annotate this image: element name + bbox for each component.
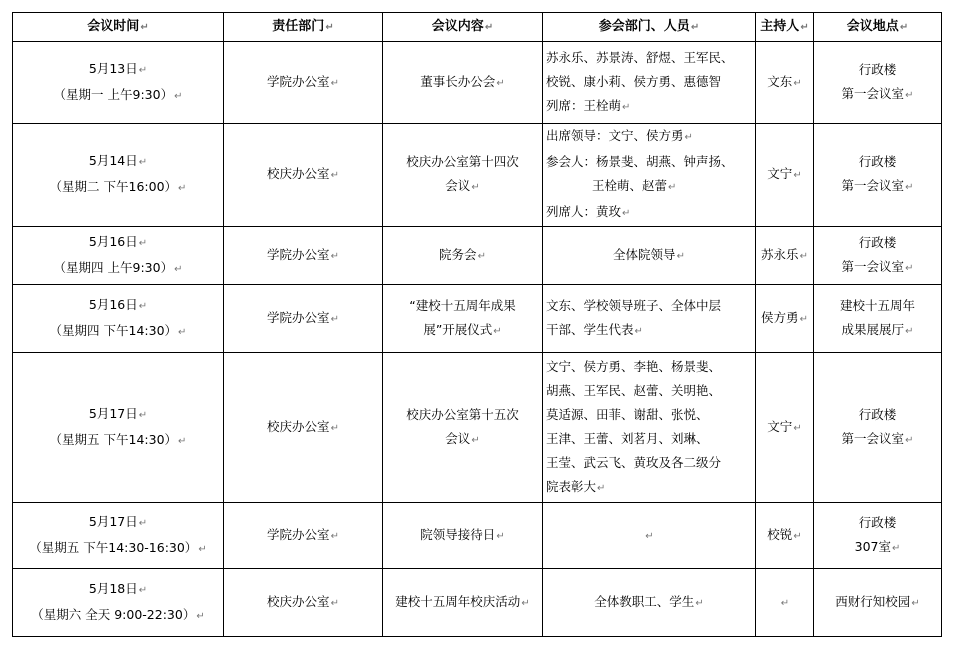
table-row bbox=[13, 503, 942, 569]
attendees-cell: 全体教职工、学生↵ bbox=[543, 569, 756, 637]
header-attendees: 参会部门、人员↵ bbox=[543, 13, 756, 42]
location-cell: 行政楼 307室↵ bbox=[814, 503, 942, 569]
content-cell: 院务会↵ bbox=[383, 227, 543, 285]
dept-cell: 学院办公室↵ bbox=[224, 285, 383, 353]
header-location: 会议地点↵ bbox=[814, 13, 942, 42]
content-cell: 董事长办公会↵ bbox=[383, 42, 543, 124]
header-content: 会议内容↵ bbox=[383, 13, 543, 42]
host-cell: 文宁↵ bbox=[756, 353, 814, 503]
attendees-cell: ↵ bbox=[543, 503, 756, 569]
attendees-cell: 文东、学校领导班子、全体中层 干部、学生代表↵ bbox=[543, 285, 756, 353]
meeting-time-cell: 5月18日↵ （星期六 全天 9:00-22:30）↵ bbox=[13, 569, 224, 637]
content-cell: 建校十五周年校庆活动↵ bbox=[383, 569, 543, 637]
header-time: 会议时间↵ bbox=[13, 13, 224, 42]
meeting-time-cell: 5月16日↵ （星期四 上午9:30）↵ bbox=[13, 227, 224, 285]
table-row bbox=[13, 227, 942, 285]
attendees-cell: 文宁、侯方勇、李艳、杨景斐、 胡燕、王军民、赵蕾、关明艳、 莫适源、田菲、谢甜、张悦、 王津、王蕾、刘茗月、刘琳、 王莹、武云飞、黄玫及各二级分 院表彰大↵ bbox=[543, 353, 756, 503]
content-cell: “建校十五周年成果 展”开展仪式↵ bbox=[383, 285, 543, 353]
meeting-time-cell: 5月13日↵ （星期一 上午9:30）↵ bbox=[13, 42, 224, 124]
attendees-cell: 全体院领导↵ bbox=[543, 227, 756, 285]
header-host: 主持人↵ bbox=[756, 13, 814, 42]
content-cell: 院领导接待日↵ bbox=[383, 503, 543, 569]
dept-cell: 校庆办公室↵ bbox=[224, 569, 383, 637]
meeting-time-cell: 5月14日↵ （星期二 下午16:00）↵ bbox=[13, 124, 224, 227]
table-row bbox=[13, 285, 942, 353]
content-cell: 校庆办公室第十四次 会议↵ bbox=[383, 124, 543, 227]
table-row bbox=[13, 569, 942, 637]
meeting-time-cell: 5月17日↵ （星期五 下午14:30）↵ bbox=[13, 353, 224, 503]
header-dept: 责任部门↵ bbox=[224, 13, 383, 42]
dept-cell: 学院办公室↵ bbox=[224, 227, 383, 285]
table-row bbox=[13, 124, 942, 227]
location-cell: 行政楼 第一会议室↵ bbox=[814, 124, 942, 227]
location-cell: 行政楼 第一会议室↵ bbox=[814, 42, 942, 124]
host-cell: 校锐↵ bbox=[756, 503, 814, 569]
host-cell: 苏永乐↵ bbox=[756, 227, 814, 285]
meeting-time-cell: 5月16日↵ （星期四 下午14:30）↵ bbox=[13, 285, 224, 353]
dept-cell: 学院办公室↵ bbox=[224, 42, 383, 124]
meeting-time-cell: 5月17日↵ （星期五 下午14:30-16:30）↵ bbox=[13, 503, 224, 569]
location-cell: 行政楼 第一会议室↵ bbox=[814, 227, 942, 285]
table-row bbox=[13, 42, 942, 124]
attendees-cell: 出席领导：文宁、侯方勇↵ 参会人：杨景斐、胡燕、钟声扬、 王栓萌、赵蕾↵ 列席人：黄玫↵ bbox=[543, 124, 756, 227]
location-cell: 建校十五周年 成果展展厅↵ bbox=[814, 285, 942, 353]
location-cell: 行政楼 第一会议室↵ bbox=[814, 353, 942, 503]
host-cell: 文东↵ bbox=[756, 42, 814, 124]
dept-cell: 校庆办公室↵ bbox=[224, 353, 383, 503]
attendees-cell: 苏永乐、苏景涛、舒煜、王军民、 校锐、康小莉、侯方勇、惠德智 列席：王栓萌↵ bbox=[543, 42, 756, 124]
dept-cell: 校庆办公室↵ bbox=[224, 124, 383, 227]
header-row bbox=[13, 13, 942, 42]
host-cell: ↵ bbox=[756, 569, 814, 637]
host-cell: 侯方勇↵ bbox=[756, 285, 814, 353]
content-cell: 校庆办公室第十五次 会议↵ bbox=[383, 353, 543, 503]
dept-cell: 学院办公室↵ bbox=[224, 503, 383, 569]
table-row bbox=[13, 353, 942, 503]
meeting-schedule-table bbox=[12, 12, 942, 637]
host-cell: 文宁↵ bbox=[756, 124, 814, 227]
location-cell: 西财行知校园↵ bbox=[814, 569, 942, 637]
